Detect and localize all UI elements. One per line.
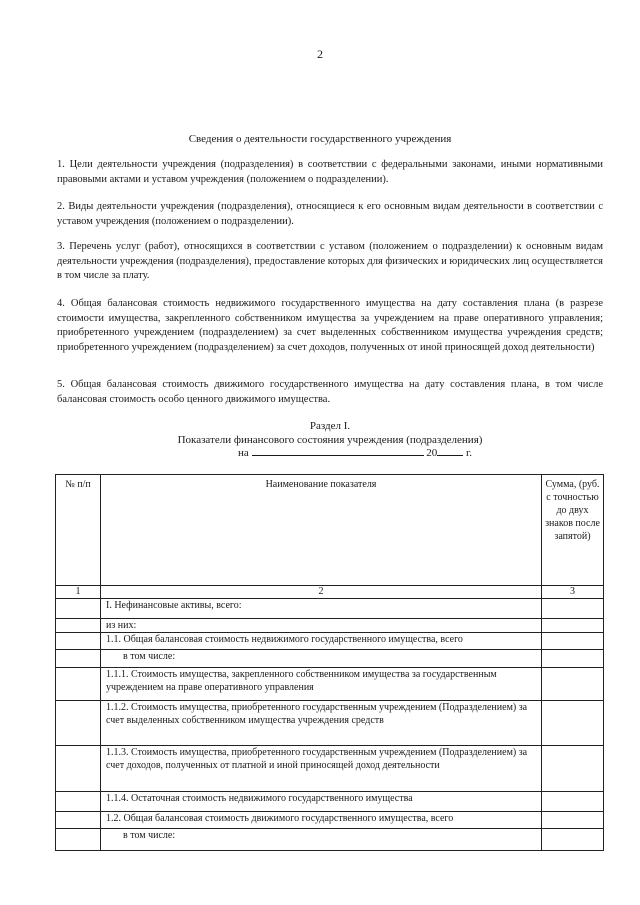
column-number-row	[56, 586, 604, 599]
row-label: в том числе:	[101, 650, 542, 668]
paragraph-4: 4. Общая балансовая стоимость недвижимого государственного имущества на дату составления плана (в разрезе стоимости имущества, закрепленного собственником имущества за учреждением на праве оперативного управления; приобретенного учреждением (подразделением) за счет выделенных собственником имущества учреждения средств; приобретенного учреждением (подразделением) за счет доходов, полученных от иной приносящей доход деятельности)	[57, 298, 603, 353]
table-row	[56, 633, 604, 650]
row-label: в том числе:	[101, 829, 542, 851]
table-row	[56, 701, 604, 746]
row-value[interactable]	[542, 792, 604, 812]
table-row	[56, 619, 604, 633]
row-label: из них:	[101, 619, 542, 633]
header-col-name: Наименование показателя	[101, 475, 542, 586]
row-number	[56, 829, 101, 851]
table-row	[56, 829, 604, 851]
row-value[interactable]	[542, 701, 604, 746]
paragraph-1: 1. Цели деятельности учреждения (подразделения) в соответствии с федеральными законами, иными нормативными правовыми актами и уставом учреждения (положением о подразделении).	[57, 159, 603, 185]
row-value[interactable]	[542, 668, 604, 701]
paragraph-3: 3. Перечень услуг (работ), относящихся в соответствии с уставом (положением о подразделении) к основным видам деятельности учреждения (подразделения), предоставление которых для физических и юридических лиц осуществляется в том числе за плату.	[57, 241, 603, 281]
row-value[interactable]	[542, 829, 604, 851]
header-col-sum: Сумма, (руб. с точностью до двух знаков после запятой)	[542, 475, 604, 586]
row-number	[56, 633, 101, 650]
paragraph-5: 5. Общая балансовая стоимость движимого государственного имущества на дату составления плана, в том числе балансовая стоимость особо ценного движимого имущества.	[57, 379, 603, 405]
column-number: 3	[542, 586, 604, 599]
row-label: I. Нефинансовые активы, всего:	[101, 599, 542, 619]
table-row	[56, 746, 604, 792]
row-value[interactable]	[542, 633, 604, 650]
row-label: 1.1.2. Стоимость имущества, приобретенного государственным учреждением (Подразделением) за счет выделенных собственником имущества учреждения средств	[101, 701, 542, 746]
row-value[interactable]	[542, 812, 604, 829]
row-number	[56, 619, 101, 633]
row-number	[56, 746, 101, 792]
table-row	[56, 650, 604, 668]
row-value[interactable]	[542, 650, 604, 668]
table-row	[56, 668, 604, 701]
table-header-row	[56, 475, 604, 586]
table-row	[56, 792, 604, 812]
row-label: 1.1.4. Остаточная стоимость недвижимого государственного имущества	[101, 792, 542, 812]
row-number	[56, 668, 101, 701]
financial-indicators-table	[55, 474, 604, 851]
row-number	[56, 792, 101, 812]
section-label: Раздел I.	[309, 420, 351, 432]
row-value[interactable]	[542, 619, 604, 633]
column-number: 2	[101, 586, 542, 599]
row-value[interactable]	[542, 746, 604, 792]
row-number	[56, 812, 101, 829]
date-year: 20	[426, 447, 438, 459]
paragraph-2: 2. Виды деятельности учреждения (подразделения), относящиеся к его основным видам деятельности в соответствии с уставом учреждения (положением о подразделении).	[57, 201, 603, 227]
row-number	[56, 701, 101, 746]
table-row	[56, 812, 604, 829]
row-label: 1.2. Общая балансовая стоимость движимого государственного имущества, всего	[101, 812, 542, 829]
header-col-number: № п/п	[56, 475, 101, 586]
row-label: 1.1.1. Стоимость имущества, закрепленного собственником имущества за государственным учреждением на праве оперативного управления	[101, 668, 542, 701]
row-value[interactable]	[542, 599, 604, 619]
date-prefix: на	[238, 447, 249, 459]
document-title: Сведения о деятельности государственного учреждения	[188, 133, 452, 145]
section-title: Показатели финансового состояния учреждения (подразделения)	[177, 434, 483, 446]
date-line	[238, 446, 472, 459]
row-number	[56, 599, 101, 619]
column-number: 1	[56, 586, 101, 599]
table-row	[56, 599, 604, 619]
year-blank[interactable]	[437, 446, 463, 456]
page-number: 2	[317, 47, 323, 61]
row-label: 1.1. Общая балансовая стоимость недвижимого государственного имущества, всего	[101, 633, 542, 650]
date-blank[interactable]	[252, 446, 424, 456]
row-number	[56, 650, 101, 668]
date-suffix: г.	[466, 447, 473, 459]
row-label: 1.1.3. Стоимость имущества, приобретенного государственным учреждением (Подразделением) за счет доходов, полученных от платной и иной приносящей доход деятельности	[101, 746, 542, 792]
